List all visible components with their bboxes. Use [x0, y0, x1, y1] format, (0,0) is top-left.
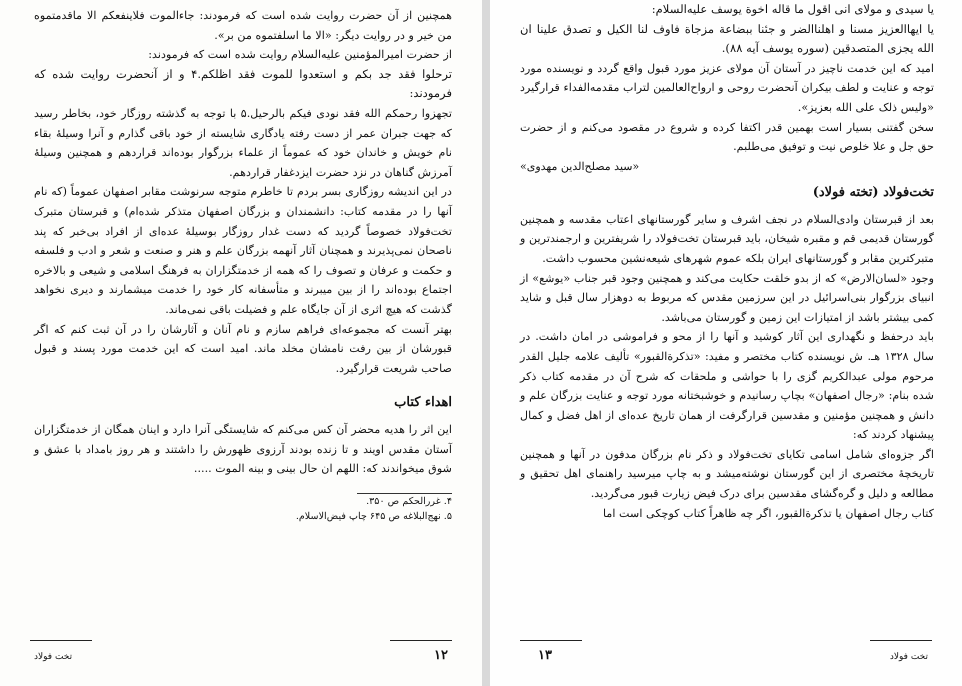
left-paragraph: در این اندیشه روزگاری بسر بردم تا خاطرم متوجه سرنوشت مقابر اصفهان عموماً (که نام آنها را در مقدمه کتاب: دانشمندان و بزرگان اصفهان متذکر شده‌ام) و قبرستان متبرک تخت‌فولاد خصوصاً گردید که دست غدار روزگار بوسیلهٔ عده‌ای از افراد بی‌خبر که پند ناصحان نمی‌پذیرند و همچنان آثار آنهمه بزرگان علم و هنر و صنعت و شعر و ادب و فلسفه و حکمت و عرفان و تصوف را که همه از خدمتگزاران به فرهنگ اسلامی و شیعی و بالاخره اجتماع بوده‌اند را از بین میبرند و متأسفانه کار خود را خدمت میشمارند و دیری نخواهد گذشت که هیچ اثری از آن جایگاه علم و فضیلت باقی نمی‌ماند. — [34, 185, 452, 316]
running-title: تخت فولاد — [889, 652, 928, 662]
right-paragraph: کتاب رجال اصفهان یا تذکرةالقبور، اگر چه ظاهراً کتاب کوچکی است اما — [602, 506, 934, 520]
left-paragraph: تجهزوا رحمکم الله فقد نودی فیکم بالرحیل.۵ با توجه به گذشته روزگار خود، بخاطر رسید که جهت جبران عمر از دست رفته یادگاری شایسته از خود باقی گذارم و آنرا وسیلهٔ بقاء نام خویش و خاندان خود که عموماً از علماء بزرگوار بوده‌اند قراردهم و همچنین وسیلهٔ آمرزش گناهان در نزد حضرت ایزدغفار قراردهم. — [34, 106, 452, 179]
dedication-heading: اهداء کتاب — [394, 395, 452, 411]
footer-rule — [30, 640, 92, 641]
right-page — [490, 0, 962, 686]
left-page-footer — [30, 640, 452, 672]
dedication-text: این اثر را هدیه محضر آن کس می‌کنم که شایستگی آنرا دارد و اینان همگان از خدمتگزاران آستان مقدس اویند و تا زنده بودند آرزوی ظهورش را داشتند و هر روز بامداد با عشق و شوق میخواندند که: اللهم ان حال بینی و بینه الموت ..... — [34, 423, 452, 476]
footer-rule — [520, 640, 582, 641]
footnote: ۵. نهج‌البلاغه ص ۶۴۵ چاپ فیض‌الاسلام. — [295, 511, 452, 523]
left-paragraph: از حضرت امیرالمؤمنین علیه‌السلام روایت شده است که فرمودند: — [148, 48, 452, 62]
page-number: ۱۲ — [434, 648, 448, 663]
right-quote: یا سیدی و مولای انی اقول ما قاله اخوة یوسف علیه‌السلام: — [651, 2, 934, 16]
left-quote: ترحلوا فقد جد بکم و استعدوا للموت فقد اظلکم.۴ و از آنحضرت روایت شده که فرمودند: — [34, 66, 452, 101]
right-paragraph: باید درحفظ و نگهداری این آثار کوشید و آنها را از محو و فراموشی در امان داشت. در سال ۱۳۲۸ هـ. ش نویسنده کتاب مختصر و مفید: «تذکرةالقبور» تألیف علامه جلیل القدر مرحوم مولی عبدالکریم گزی را با حواشی و ملحقات که شرح آن در مقدمه کتاب ذکر شده بنام: «رجال اصفهان» بچاپ رسانیدم و خوشبختانه مورد توجه و عنایت بزرگان علم و دانش و همچنین مؤمنین و مقدسین قرارگرفت از همان تاریخ عده‌ای از اهل فضل و کمال پیشنهاد کردند که: — [520, 330, 935, 442]
right-page-footer — [520, 640, 932, 672]
footer-rule — [870, 640, 932, 641]
right-paragraph: بعد از قبرستان وادی‌السلام در نجف اشرف و سایر گورستانهای اعتاب مقدسه و همچنین گورستان قدیمی قم و مقبره شیخان، باید قبرستان تخت‌فولاد را شریفترین و ارجمندترین و متبرکترین مقابر و گورستانهای ایران بلکه عموم شهرهای شیعه‌نشین محسوب داشت. — [520, 212, 934, 265]
footer-rule — [390, 640, 452, 641]
page-number: ۱۳ — [538, 648, 552, 663]
author-signature: «سید مصلح‌الدین مهدوی» — [520, 159, 640, 173]
footnote: ۴. غررالحکم ص ۳۵۰. — [366, 496, 452, 508]
running-title: تخت فولاد — [34, 652, 73, 662]
right-paragraph: وجود «لسان‌الارض» که از بدو خلقت حکایت می‌کند و همچنین وجود قبر جناب «یوشع» از انبیای بزرگوار بنی‌اسرائیل در این سرزمین مقدس که مربوط به دوهزار سال قبل و شاید کمی بیشتر باشد از امتیازات این زمین و گورستان می‌باشد. — [520, 271, 934, 324]
chapter-heading: تخت‌فولاد (تخته فولاد) — [812, 184, 934, 200]
right-quote: یا ایهاالعزیز مسنا و اهلناالضر و جئنا ببضاعة مزجاة فاوف لنا الکیل و تصدق علینا ان الله یجزی المتصدقین (سوره یوسف آیه ۸۸). — [520, 21, 934, 56]
right-paragraph: اگر جزوه‌ای شامل اسامی تکایای تخت‌فولاد و ذکر نام بزرگان مدفون در آنها و همچنین تاریخچهٔ مختصری از این گورستان نوشته‌میشد و به چاپ میرسید راهنمای اهل تحقیق و مطالعه و دلیل و گره‌گشای مقدسین برای درک فیض زیارت قبور می‌گردید. — [520, 447, 934, 501]
left-paragraph: بهتر آنست که مجموعه‌ای فراهم سازم و نام آنان و آثارشان را در آن ثبت کنم که اگر قبورشان از بین رفت نامشان مخلد ماند. امید است که این خدمت مورد پسند و قبول صاحب شریعت قرارگیرد. — [34, 322, 452, 375]
right-paragraph: سخن گفتنی بسیار است بهمین قدر اکتفا کرده و شروع در مقصود می‌کنم و از حضرت حق جل و علا خلوص نیت و توفیق می‌طلبم. — [520, 120, 934, 154]
right-paragraph: امید که این خدمت ناچیز در آستان آن مولای عزیز مورد قبول واقع گردد و نویسنده مورد توجه و عنایت و لطف بیکران آنحضرت روحی و ارواح‌العالمین لتراب مقدمه‌الفداء قرارگیرد «ولیس ذلک علی الله بعزیز». — [520, 61, 934, 114]
left-paragraph: همچنین از آن حضرت روایت شده است که فرمودند: جاءالموت فلاینفعکم الا ماقدمتموه من خیر و در روایت دیگر: «الا ما اسلفتموه من بر». — [34, 9, 452, 42]
book-gutter — [482, 0, 490, 686]
